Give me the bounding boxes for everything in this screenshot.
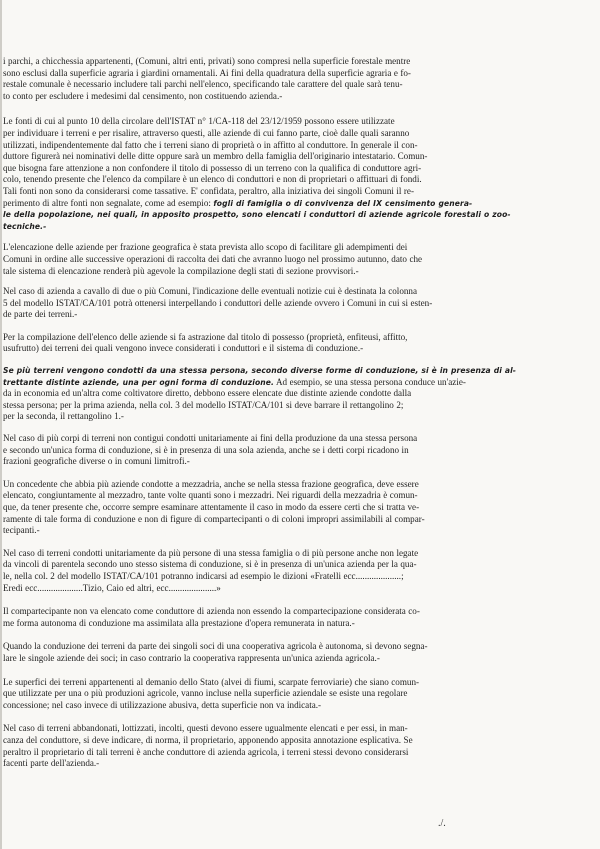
emphasized-text: Se più terreni vengono condotti da una stessa persona, secondo diverse forme di conduzione, si è in presenza di al- <box>3 366 517 376</box>
paragraph-line: restale comunale è necessario includere tali parchi nell'elenco, specificando tale carattere del quale sarà tenu- <box>3 79 403 90</box>
paragraph-line: canza del conduttore, si deve indicare, di norma, il proprietario, apponendo apposita annotazione esplicativa. Se <box>3 734 413 745</box>
paragraph-line: stessa persona; per la prima azienda, nella col. 3 del modello ISTAT/CA/101 si deve barrare il rettangolino 2; <box>3 399 404 410</box>
paragraph-line: e secondo un'unica forma di conduzione, si è in presenza di una sola azienda, anche se i detti corpi ricadono in <box>3 444 409 455</box>
paragraph-line: per individuare i terreni e per risalire, attraverso questi, alle aziende di cui fanno parte, cioè dalle quali saranno <box>3 127 410 138</box>
document-body <box>3 56 586 770</box>
paragraph-line: frazioni geografiche diverse o in comuni limitrofi.- <box>3 456 190 467</box>
paragraph-line: que bisogna fare attenzione a non confondere il titolo di possesso di un terreno con la qualifica di conduttore agri- <box>3 162 422 173</box>
paragraph-line: me forma autonoma di conduzione ma assimilata alla prestazione d'opera remunerata in natura.- <box>3 617 355 628</box>
emphasized-text: le della popolazione, nei quali, in apposito prospetto, sono elencati i conduttori di aziende agricole forestali o zoo- <box>3 210 511 220</box>
paragraph-line: tecipanti.- <box>3 525 40 536</box>
paragraph-line: que, da tener presente che, occorre sempre esaminare attentamente il caso in modo da essere certi che si tratta ve- <box>3 502 420 512</box>
paragraph-line: Tali fonti non sono da considerarsi come tassative. E' confidata, peraltro, alla iniziativa dei singoli Comuni il re- <box>3 185 414 196</box>
paragraph-line <box>3 221 586 233</box>
paragraph-line: L'elencazione delle aziende per frazione geografica è stata prevista allo scopo di facilitare gli adempimenti dei <box>3 242 408 253</box>
paragraph-line: perimento di altre fonti non segnalate, come ad esempio: fogli di famiglia o di convivenza del IX censimento genera- <box>3 197 473 208</box>
paragraph-line: Un concedente che abbia più aziende condotte a mezzadria, anche se nella stessa frazione geografica, deve essere <box>3 478 419 489</box>
paragraph-line: da in economia ed un'altra come coltivatore diretto, debbono essere elencate due distinte aziende condotte dalla <box>3 388 412 399</box>
paragraph-line: duttore figurerà nei nominativi delle ditte oppure sarà un membro della famiglia dell'originario intestatario. Comun- <box>3 151 428 162</box>
paragraph-line: 5 del modello ISTAT/CA/101 potrà ottenersi interpellando i conduttori delle aziende ovvero i Comuni in cui si esten- <box>3 297 433 308</box>
paragraph-line: colo, tenendo presente che l'elenco da compilare è un elenco di conduttori e non di proprietari o affittuari di fondi. <box>3 174 422 185</box>
paragraph-line: ramente di tale forma di conduzione e non di figure di compartecipanti o di coloni impropri assimilabili al compar- <box>3 513 425 524</box>
paragraph-line <box>3 365 586 377</box>
paragraph-line: Comuni in ordine alle successive operazioni di raccolta dei dati che avranno luogo nel prossimo autunno, dato che <box>3 253 423 264</box>
paragraph-13 <box>3 723 586 769</box>
paragraph-line: usufrutto) dei terreni dei quali vengono invece considerati i conduttori e il sistema di conduzione.- <box>3 343 364 354</box>
paragraph-line: Quando la conduzione dei terreni da parte dei singoli soci di una cooperativa agricola è autonoma, si devono segna- <box>3 641 428 652</box>
paragraph-6 <box>3 365 586 423</box>
paragraph-9 <box>3 548 586 594</box>
paragraph-8 <box>3 479 586 537</box>
paragraph-line: Il compartecipante non va elencato come conduttore di azienda non essendo la compartecipazione considerata co- <box>3 606 420 617</box>
paragraph-line: Nel caso di terreni condotti unitariamente da più persone di una stessa famiglia o di più persone anche non legate <box>3 547 419 558</box>
paragraph-line: utilizzati, indipendentemente dal fatto che i terreni siano di proprietà o in affitto al conduttore. In generale il con- <box>3 139 418 150</box>
paragraph-line: de parte dei terreni.- <box>3 309 78 320</box>
paragraph-line: concessione; nel caso invece di utilizzazione abusiva, detta superficie non va indicata.- <box>3 699 322 710</box>
paragraph-line: to conto per escludere i medesimi dal censimento, non costituendo azienda.- <box>3 90 283 101</box>
paragraph-line: elencato, congiuntamente al mezzadro, tante volte quanti sono i mezzadri. Nei riguardi della mezzadria è comun- <box>3 490 418 501</box>
paragraph-3 <box>3 242 586 277</box>
emphasized-text: fogli di famiglia o di convivenza del IX censimento genera- <box>213 198 473 208</box>
paragraph-2 <box>3 116 586 232</box>
paragraph-line: sono esclusi dalla superficie agraria i giardini ornamentali. Ai fini della quadratura della superficie agraria e fo- <box>3 67 411 78</box>
paragraph-12 <box>3 677 586 712</box>
paragraph-line: Nel caso di azienda a cavallo di due o più Comuni, l'indicazione delle eventuali notizie cui è destinata la colonna <box>3 286 418 297</box>
paragraph-line: le, nella col. 2 del modello ISTAT/CA/101 potranno indicarsi ad esempio le dizioni «Fratelli ecc....................; <box>3 570 404 581</box>
paragraph-line: Le fonti di cui al punto 10 della circolare dell'ISTAT n° 1/CA-118 del 23/12/1959 possono essere utilizzate <box>3 116 395 127</box>
paragraph-5 <box>3 332 586 355</box>
paragraph-line: Le superfici dei terreni appartenenti al demanio dello Stato (alvei di fiumi, scarpate ferroviarie) che siano comun- <box>3 676 420 687</box>
paragraph-line: peraltro il proprietario di tali terreni è anche conduttore di azienda agricola, i terreni stessi devono considerarsi <box>3 746 409 757</box>
paragraph-line <box>3 209 586 221</box>
paragraph-line: da vincoli di parentela secondo uno stesso sistema di conduzione, si è in presenza di un'unica azienda per la qua- <box>3 559 417 570</box>
paragraph-line: tale sistema di elencazione renderà più agevole la compilazione degli stati di sezione provvisori.- <box>3 265 359 276</box>
paragraph-1 <box>3 56 586 102</box>
paragraph-line: facenti parte dell'azienda.- <box>3 758 100 769</box>
paragraph-line: que utilizzate per una o più produzioni agricole, vanno incluse nella superficie aziendale se esiste una regolare <box>3 688 408 699</box>
paragraph-line: i parchi, a chicchessia appartenenti, (Comuni, altri enti, privati) sono compresi nella superficie forestale mentre <box>3 56 411 66</box>
page-continuation-mark: ./. <box>438 818 446 829</box>
paragraph-11 <box>3 641 586 664</box>
paragraph-4 <box>3 286 586 321</box>
paragraph-10 <box>3 606 586 629</box>
paragraph-line: Nel caso di più corpi di terreni non contigui condotti unitariamente ai fini della produzione da una stessa persona <box>3 433 418 444</box>
paragraph-7 <box>3 433 586 468</box>
paragraph-line: Per la compilazione dell'elenco delle aziende si fa astrazione dal titolo di possesso (proprietà, enfiteusi, affitto, <box>3 331 408 342</box>
emphasized-text: trettante distinte aziende, una per ogni forma di conduzione. <box>3 377 275 387</box>
paragraph-line: lare le singole aziende dei soci; in caso contrario la cooperativa rappresenta un'unica azienda agricola.- <box>3 652 380 663</box>
paragraph-line: Eredi ecc....................Tizio, Caio ed altri, ecc.....................» <box>3 582 221 593</box>
emphasized-text: tecniche.- <box>3 221 47 231</box>
paragraph-line: trettante distinte aziende, una per ogni forma di conduzione. Ad esempio, se una stessa persona conduce un'azie- <box>3 376 466 387</box>
paragraph-line: per la seconda, il rettangolino 1.- <box>3 411 124 422</box>
paragraph-line: Nel caso di terreni abbandonati, lottizzati, incolti, questi devono essere ugualmente elencati e per essi, in man- <box>3 723 408 734</box>
